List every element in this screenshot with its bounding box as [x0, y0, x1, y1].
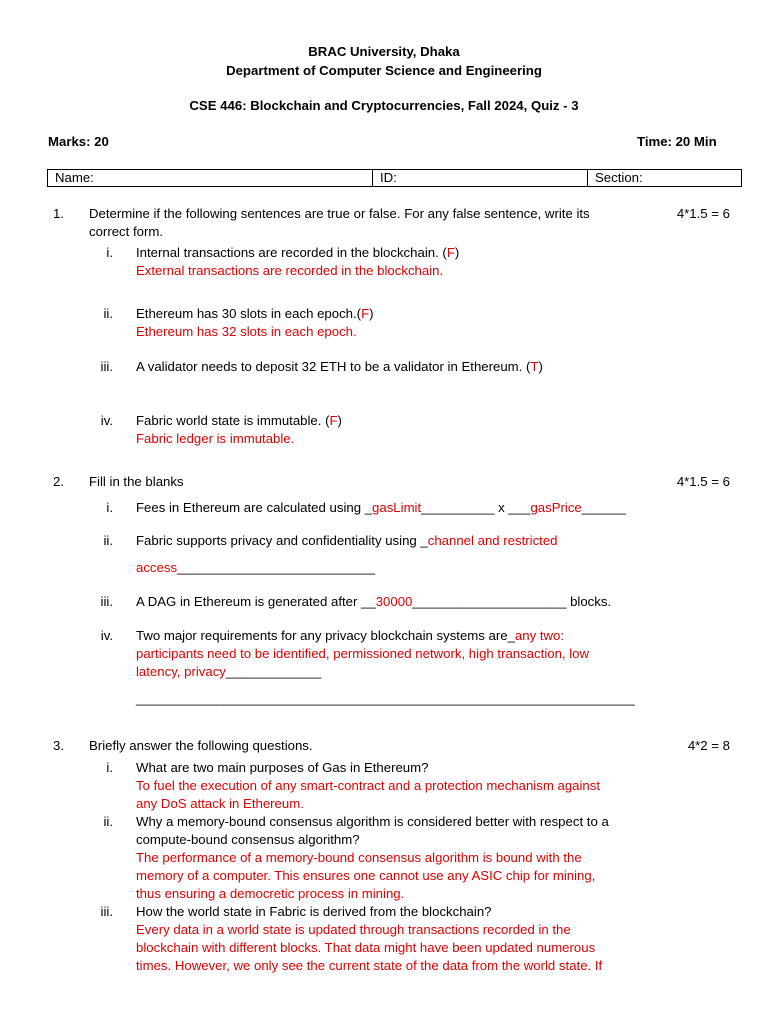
q2-blank-answer: gasLimit: [372, 500, 422, 515]
q3-item-numeral: ii.: [103, 814, 113, 829]
q3-question: What are two main purposes of Gas in Ethereum?: [136, 760, 429, 775]
q1-item-correction: External transactions are recorded in the blockchain.: [136, 263, 444, 278]
q2-item-blank: Two major requirements for any privacy blockchain systems are_any two:: [136, 628, 565, 643]
q3-answer-line: The performance of a memory-bound consensus algorithm is bound with the: [136, 850, 582, 865]
q1-item-numeral: iv.: [100, 413, 113, 428]
q3-answer-line: Every data in a world state is updated through transactions recorded in the: [136, 922, 571, 937]
q1-item-statement: A validator needs to deposit 32 ETH to be a validator in Ethereum. (T): [136, 359, 543, 374]
q2-item-numeral: ii.: [103, 533, 113, 548]
q1-item-answer: F: [329, 413, 338, 428]
q3-answer-line: times. However, we only see the current state of the data from the world state. If: [136, 958, 603, 973]
q2-blank-answer-line: participants need to be identified, permissioned network, high transaction, low: [136, 646, 590, 661]
q2-blank-underline: ____________________________________________________________________: [136, 691, 635, 706]
university-title: BRAC University, Dhaka: [308, 44, 460, 59]
q2-blank-answer: any two:: [514, 628, 565, 643]
q2-blank-answer: 30000: [375, 594, 413, 609]
q1-item-answer: T: [530, 359, 539, 374]
q1-item-numeral: i.: [106, 245, 113, 260]
q3-question: Why a memory-bound consensus algorithm is considered better with respect to a: [136, 814, 609, 829]
q2-item-blank: Fabric supports privacy and confidentiality using _channel and restricted: [136, 533, 558, 548]
id-field[interactable]: ID:: [373, 170, 588, 186]
q2-item-blank: A DAG in Ethereum is generated after __30000_____________________ blocks.: [136, 594, 612, 609]
q2-blank-answer: channel and restricted: [427, 533, 558, 548]
q1-item-numeral: iii.: [100, 359, 113, 374]
q1-prompt-line2: correct form.: [89, 224, 164, 239]
q3-answer-line: blockchain with different blocks. That data might have been updated numerous: [136, 940, 596, 955]
time-label: Time: 20 Min: [637, 134, 717, 149]
q1-item-statement: Ethereum has 30 slots in each epoch.(F): [136, 306, 374, 321]
q3-answer-line: thus ensuring a democretic process in mining.: [136, 886, 405, 901]
q1-number: 1.: [53, 206, 64, 221]
q1-item-answer: F: [361, 306, 370, 321]
q2-item-blank-cont: access___________________________: [136, 560, 376, 575]
q3-answer-line: To fuel the execution of any smart-contract and a protection mechanism against: [136, 778, 601, 793]
course-title: CSE 446: Blockchain and Cryptocurrencies, Fall 2024, Quiz - 3: [189, 98, 579, 113]
department-title: Department of Computer Science and Engineering: [226, 63, 542, 78]
q2-blank-answer-line: latency, privacy_____________: [136, 664, 322, 679]
q1-item-correction: Fabric ledger is immutable.: [136, 431, 295, 446]
q1-item-statement: Internal transactions are recorded in the blockchain. (F): [136, 245, 460, 260]
name-field[interactable]: Name:: [48, 170, 373, 186]
q3-item-numeral: iii.: [100, 904, 113, 919]
student-info-table: [47, 169, 742, 187]
q2-number: 2.: [53, 474, 64, 489]
q2-blank-answer: gasPrice: [530, 500, 582, 515]
q2-item-numeral: iv.: [100, 628, 113, 643]
q1-item-numeral: ii.: [103, 306, 113, 321]
q2-prompt: Fill in the blanks: [89, 474, 184, 489]
q2-item-blank: Fees in Ethereum are calculated using _gasLimit__________ x ___gasPrice______: [136, 500, 626, 515]
q1-prompt-line1: Determine if the following sentences are true or false. For any false sentence, write its: [89, 206, 590, 221]
q1-item-correction: Ethereum has 32 slots in each epoch.: [136, 324, 357, 339]
q2-blank-answer: access: [136, 560, 178, 575]
q2-marks: 4*1.5 = 6: [676, 474, 730, 489]
q3-answer-line: memory of a computer. This ensures one cannot use any ASIC chip for mining,: [136, 868, 596, 883]
q1-item-answer: F: [446, 245, 455, 260]
q3-marks: 4*2 = 8: [687, 738, 730, 753]
section-field[interactable]: Section:: [595, 170, 643, 185]
q1-item-statement: Fabric world state is immutable. (F): [136, 413, 342, 428]
q2-item-numeral: i.: [106, 500, 113, 515]
q3-answer-line: any DoS attack in Ethereum.: [136, 796, 304, 811]
q2-item-numeral: iii.: [100, 594, 113, 609]
q3-prompt: Briefly answer the following questions.: [89, 738, 313, 753]
q1-marks: 4*1.5 = 6: [676, 206, 730, 221]
q3-question: compute-bound consensus algorithm?: [136, 832, 360, 847]
q3-item-numeral: i.: [106, 760, 113, 775]
q3-number: 3.: [53, 738, 64, 753]
q3-question: How the world state in Fabric is derived from the blockchain?: [136, 904, 492, 919]
marks-label: Marks: 20: [48, 134, 109, 149]
